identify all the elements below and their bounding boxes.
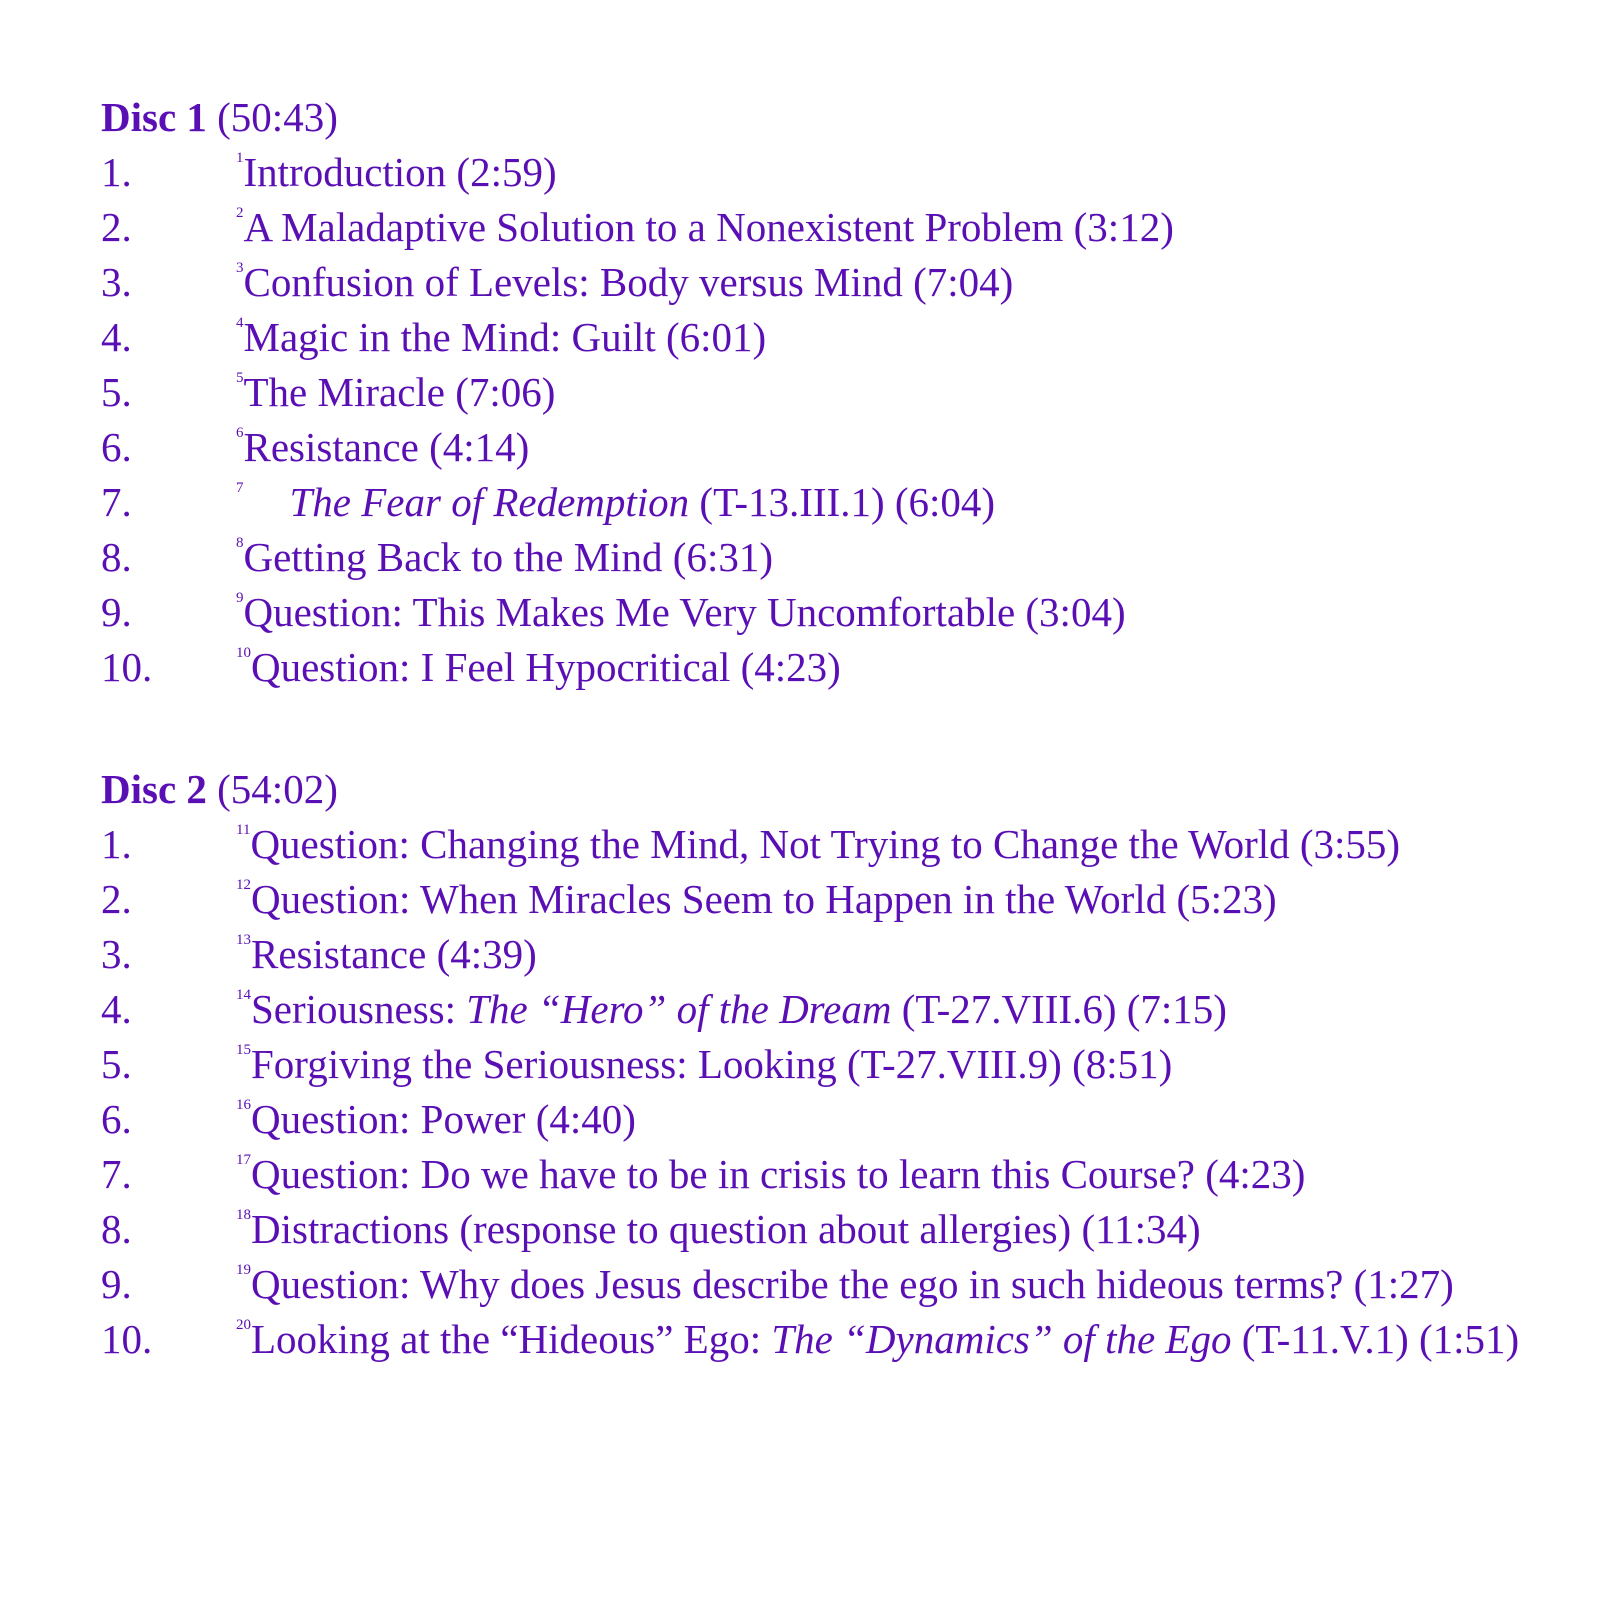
- track-title-text: Question: I Feel Hypocritical (4:23): [251, 644, 841, 690]
- track-title-italic: The Fear of Redemption: [289, 479, 690, 525]
- track-row: [101, 310, 1561, 365]
- track-number: 3.: [101, 931, 132, 977]
- track-number: 6.: [101, 1096, 132, 1142]
- track-title: [251, 931, 537, 977]
- track-row: [101, 420, 1561, 475]
- track-title-italic: The “Hero” of the Dream: [466, 986, 892, 1032]
- track-body: [236, 530, 1561, 585]
- track-number: 4.: [101, 986, 132, 1032]
- disc-2-section: [101, 762, 1561, 1367]
- track-body: [236, 310, 1561, 365]
- track-row: [101, 817, 1561, 872]
- footnote-marker: 11: [236, 822, 251, 838]
- track-body: [236, 817, 1561, 872]
- track-title: [244, 259, 1014, 305]
- track-body: [236, 927, 1561, 982]
- track-number: 5.: [101, 369, 132, 415]
- footnote-marker: 3: [236, 260, 244, 276]
- track-body: [236, 982, 1561, 1037]
- track-title-text: Question: When Miracles Seem to Happen in the World (5:23): [251, 876, 1277, 922]
- track-body: [236, 1202, 1561, 1257]
- track-title: [244, 204, 1174, 250]
- footnote-marker: 10: [236, 645, 251, 661]
- track-row: [101, 640, 1561, 695]
- track-title: [251, 1151, 1305, 1197]
- disc-label: Disc 1: [101, 94, 207, 140]
- footnote-marker: 8: [236, 535, 244, 551]
- track-list: [101, 817, 1561, 1367]
- track-title-text: Seriousness:: [251, 986, 467, 1032]
- track-title: [290, 479, 996, 525]
- track-title: [250, 821, 1400, 867]
- track-title: [251, 986, 1227, 1032]
- track-number: 8.: [101, 534, 132, 580]
- track-title-text: Question: Why does Jesus describe the ego in such hideous terms? (1:27): [251, 1261, 1454, 1307]
- track-title-text: Getting Back to the Mind (6:31): [243, 534, 773, 580]
- disc-duration: (54:02): [217, 766, 338, 812]
- track-title: [244, 424, 530, 470]
- track-body: [236, 1147, 1561, 1202]
- track-row: [101, 1257, 1561, 1312]
- track-body: [236, 420, 1561, 475]
- track-title-text: Question: Do we have to be in crisis to learn this Course? (4:23): [251, 1151, 1306, 1197]
- track-body: [236, 145, 1561, 200]
- footnote-marker: 18: [236, 1207, 251, 1223]
- track-row: [101, 365, 1561, 420]
- footnote-marker: 16: [236, 1097, 251, 1113]
- footnote-marker: 12: [236, 877, 251, 893]
- track-title-text: Confusion of Levels: Body versus Mind (7:04): [243, 259, 1014, 305]
- track-row: [101, 1037, 1561, 1092]
- track-row: [101, 145, 1561, 200]
- footnote-marker: 5: [236, 370, 244, 386]
- footnote-marker: 13: [236, 932, 251, 948]
- track-body: [236, 872, 1561, 927]
- track-title-text: Looking at the “Hideous” Ego:: [251, 1316, 772, 1362]
- track-row: [101, 200, 1561, 255]
- disc-label: Disc 2: [101, 766, 207, 812]
- track-body: [236, 1312, 1561, 1367]
- track-row: [101, 530, 1561, 585]
- disc-duration: (50:43): [217, 94, 338, 140]
- track-title-text: Question: This Makes Me Very Uncomfortable (3:04): [243, 589, 1126, 635]
- track-row: [101, 982, 1561, 1037]
- track-number: 2.: [101, 876, 132, 922]
- track-number: 10.: [101, 644, 153, 690]
- track-title: [244, 314, 767, 360]
- track-title: [251, 1041, 1172, 1087]
- footnote-marker: 1: [236, 150, 244, 166]
- track-body: [236, 255, 1561, 310]
- track-number: 2.: [101, 204, 132, 250]
- track-row: [101, 1092, 1561, 1147]
- footnote-marker: 17: [236, 1152, 251, 1168]
- track-body: [236, 200, 1561, 255]
- track-row: [101, 1202, 1561, 1257]
- footnote-marker: 20: [236, 1317, 251, 1333]
- footnote-marker: 2: [236, 205, 244, 221]
- track-body: [236, 475, 1561, 530]
- track-list: [101, 145, 1561, 695]
- track-title-text: (T-11.V.1) (1:51): [1231, 1316, 1520, 1362]
- track-row: [101, 475, 1561, 530]
- track-row: [101, 1147, 1561, 1202]
- track-title-text: Resistance (4:39): [251, 931, 537, 977]
- track-row: [101, 1312, 1561, 1367]
- track-body: [236, 585, 1561, 640]
- footnote-marker: 6: [236, 425, 244, 441]
- track-number: 1.: [101, 821, 132, 867]
- track-title-text: Resistance (4:14): [243, 424, 530, 470]
- track-number: 5.: [101, 1041, 132, 1087]
- track-title-text: The Miracle (7:06): [243, 369, 556, 415]
- track-title-text: Introduction (2:59): [243, 149, 557, 195]
- track-number: 7.: [101, 1151, 132, 1197]
- track-row: [101, 585, 1561, 640]
- track-title: [251, 644, 841, 690]
- footnote-marker: 9: [236, 590, 244, 606]
- track-body: [236, 365, 1561, 420]
- track-number: 9.: [101, 589, 132, 635]
- track-body: [236, 1257, 1561, 1312]
- track-title: [244, 149, 557, 195]
- footnote-marker: 19: [236, 1262, 251, 1278]
- track-title-text: Magic in the Mind: Guilt (6:01): [243, 314, 767, 360]
- track-title-text: Forgiving the Seriousness: Looking (T-27.VIII.9) (8:51): [251, 1041, 1173, 1087]
- track-title-text: (T-27.VIII.6) (7:15): [891, 986, 1227, 1032]
- track-title: [251, 1096, 636, 1142]
- track-row: [101, 872, 1561, 927]
- track-number: 6.: [101, 424, 132, 470]
- track-row: [101, 927, 1561, 982]
- track-title-text: Question: Power (4:40): [251, 1096, 636, 1142]
- track-number: 4.: [101, 314, 132, 360]
- track-title: [244, 369, 556, 415]
- track-number: 9.: [101, 1261, 132, 1307]
- disc-heading: [101, 90, 1561, 145]
- disc-1-section: [101, 90, 1561, 695]
- footnote-marker: 15: [236, 1042, 251, 1058]
- track-title-text: (T-13.III.1) (6:04): [689, 479, 996, 525]
- track-number: 1.: [101, 149, 132, 195]
- track-title-text: Distractions (response to question about allergies) (11:34): [251, 1206, 1201, 1252]
- track-body: [236, 1037, 1561, 1092]
- track-number: 8.: [101, 1206, 132, 1252]
- track-number: 3.: [101, 259, 132, 305]
- track-body: [236, 1092, 1561, 1147]
- footnote-marker: 14: [236, 987, 251, 1003]
- track-title: [251, 876, 1277, 922]
- footnote-marker: 7: [236, 480, 244, 496]
- track-title-text: A Maladaptive Solution to a Nonexistent Problem (3:12): [243, 204, 1174, 250]
- track-title: [251, 1206, 1201, 1252]
- track-body: [236, 640, 1561, 695]
- disc-heading: [101, 762, 1561, 817]
- track-title: [251, 1316, 1519, 1362]
- track-number: 7.: [101, 479, 132, 525]
- track-title: [244, 589, 1126, 635]
- track-row: [101, 255, 1561, 310]
- track-title: [251, 1261, 1454, 1307]
- track-title-text: Question: Changing the Mind, Not Trying to Change the World (3:55): [250, 821, 1401, 867]
- track-title-italic: The “Dynamics” of the Ego: [771, 1316, 1232, 1362]
- track-title: [244, 534, 774, 580]
- track-number: 10.: [101, 1316, 153, 1362]
- footnote-marker: 4: [236, 315, 244, 331]
